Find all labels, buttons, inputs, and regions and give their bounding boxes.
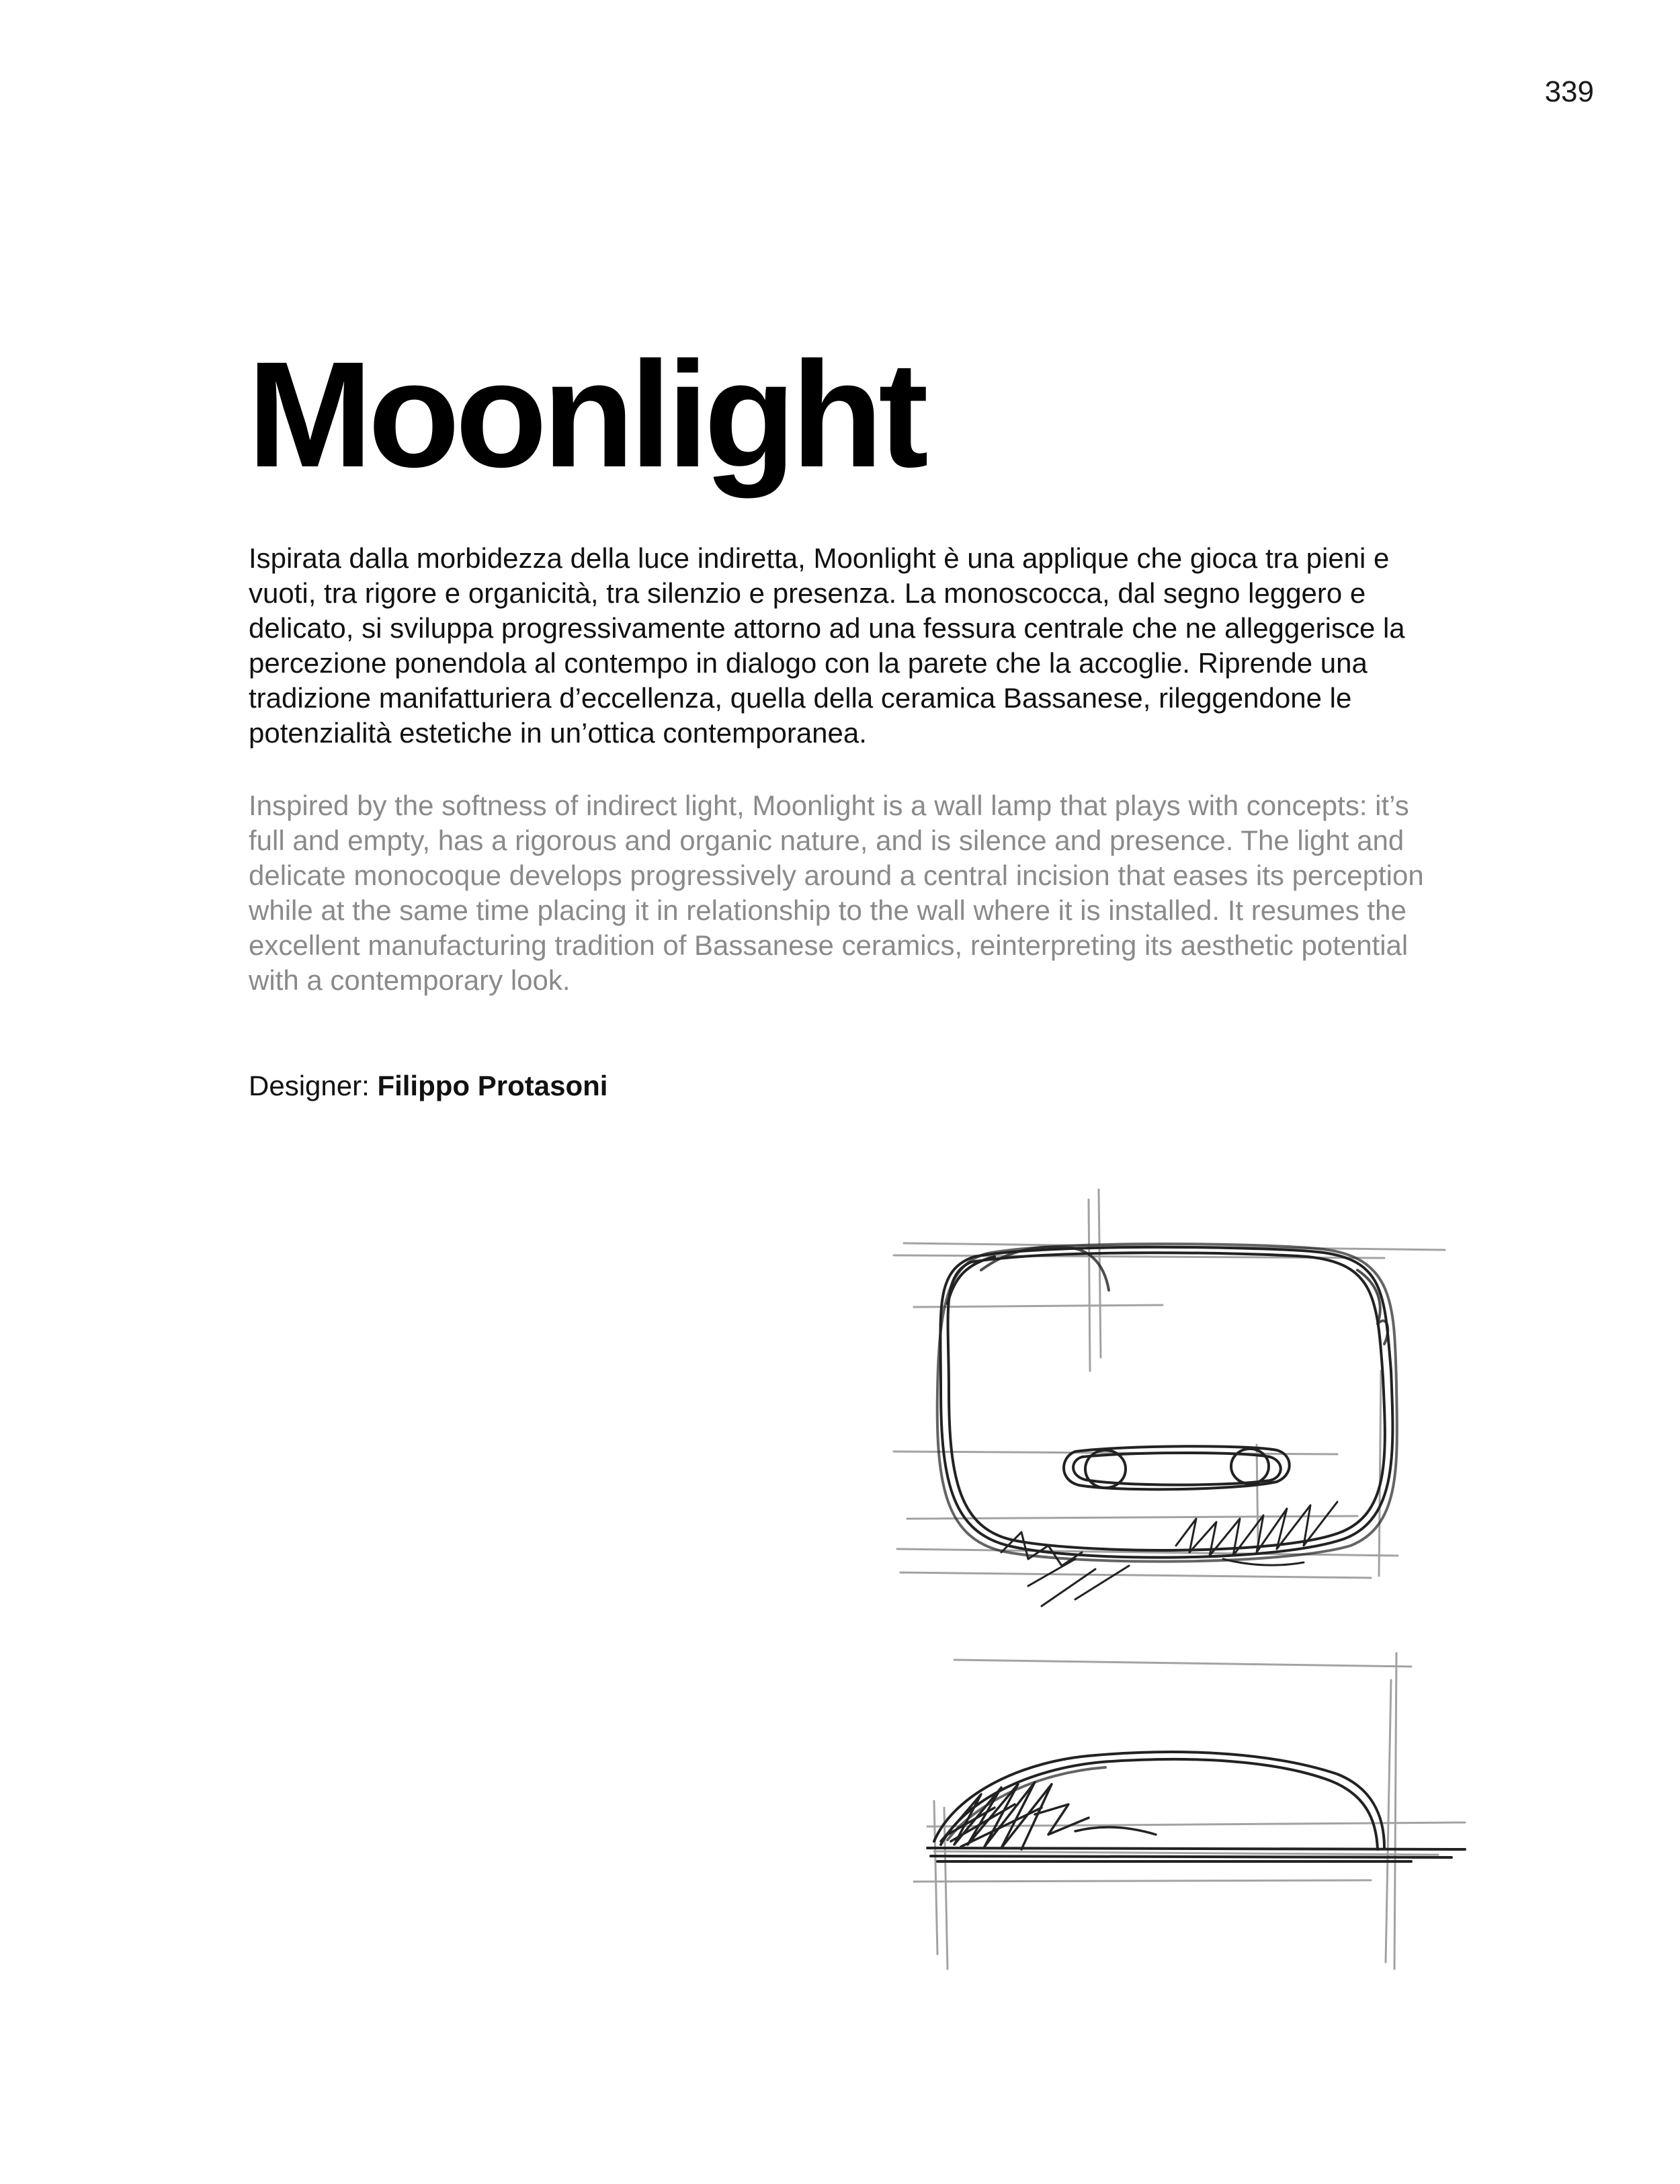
product-title: Moonlight [247, 331, 924, 499]
sketch-lower-body [927, 1752, 1465, 1861]
lamp-sketch-illustration [874, 1169, 1512, 1976]
designer-credit [249, 1068, 607, 1103]
designer-name: Filippo Protasoni [377, 1070, 608, 1101]
description-italian: Ispirata dalla morbidezza della luce indiretta, Moonlight è una applique che gioca tra pieni e vuoti, tra rigore e organicità, tra silenzio e presenza. La monoscocca, dal segno leggero e delicato, si sviluppa progressivamente attorno ad una fessura centrale che ne alleggerisce la percezione ponendola al contempo in dialogo con la parete che la accoglie. Riprende una tradizione manifatturiera d’eccellenza, quella della ceramica Bassanese, rileggendone le potenzialità estetiche in un’ottica contemporanea. [249, 542, 1405, 749]
page-number: 339 [1544, 75, 1594, 108]
designer-label: Designer: [249, 1070, 370, 1101]
description-english: Inspired by the softness of indirect light, Moonlight is a wall lamp that plays with concepts: it’s full and empty, has a rigorous and organic nature, and is silence and presence. The light and delicate monocoque develops progressively around a central incision that eases its perception while at the same time placing it in relationship to the wall where it is installed. It resumes the excellent manufacturing tradition of Bassanese ceramics, reinterpreting its aesthetic potential with a contemporary look. [249, 790, 1424, 996]
